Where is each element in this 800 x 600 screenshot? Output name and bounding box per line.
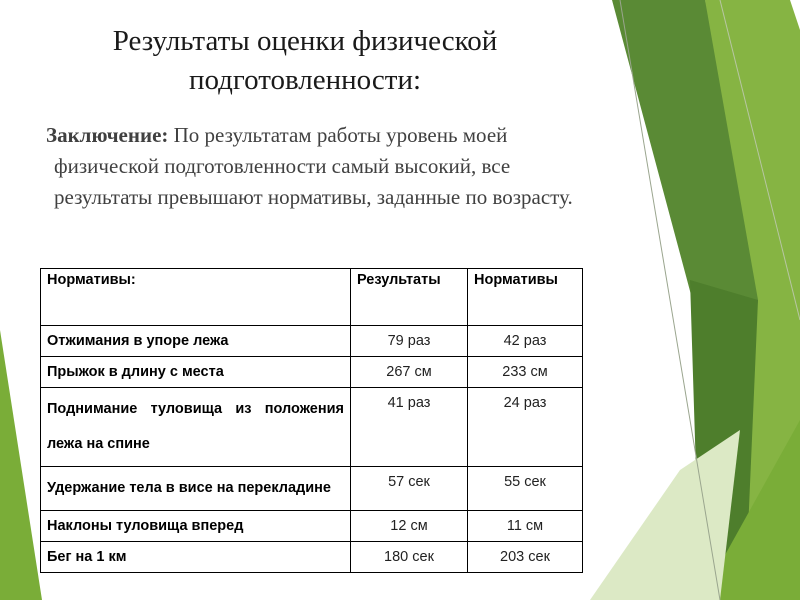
table-header-row [41,269,583,326]
row-norm: 42 раз [468,326,583,357]
header-norms: Нормативы: [41,269,351,326]
deco-shape-left-strip [0,330,42,600]
row-norm: 233 см [468,357,583,388]
table-row [41,542,583,573]
row-name: Наклоны туловища вперед [41,511,351,542]
row-norm: 203 сек [468,542,583,573]
header-results: Результаты [351,269,468,326]
row-result: 267 см [351,357,468,388]
norms-table [40,268,583,573]
header-standards: Нормативы [468,269,583,326]
row-norm: 11 см [468,511,583,542]
table-row [41,467,583,511]
slide-title-line-1: Результаты оценки физической [112,25,498,57]
slide-title-line-2: подготовленности: [188,64,422,96]
table-row [41,511,583,542]
row-name: Удержание тела в висе на перекладине [41,467,351,511]
row-name: Отжимания в упоре лежа [41,326,351,357]
conclusion-paragraph [46,120,596,213]
table-row [41,388,583,467]
row-result: 180 сек [351,542,468,573]
slide-title [60,22,550,100]
table-row [41,326,583,357]
conclusion-label: Заключение: [46,123,169,147]
row-result: 79 раз [351,326,468,357]
deco-shape-pale-wedge [590,430,740,600]
row-norm: 24 раз [468,388,583,467]
row-name: Поднимание туловища из положения лежа на спине [41,388,351,467]
row-norm: 55 сек [468,467,583,511]
row-result: 12 см [351,511,468,542]
row-name: Бег на 1 км [41,542,351,573]
row-result: 57 сек [351,467,468,511]
conclusion-text: По результатам работы уровень моей физической подготовленности самый высокий, все результаты превышают нормативы, заданные по возрасту. [54,123,573,209]
table-row [41,357,583,388]
row-result: 41 раз [351,388,468,467]
row-name: Прыжок в длину с места [41,357,351,388]
